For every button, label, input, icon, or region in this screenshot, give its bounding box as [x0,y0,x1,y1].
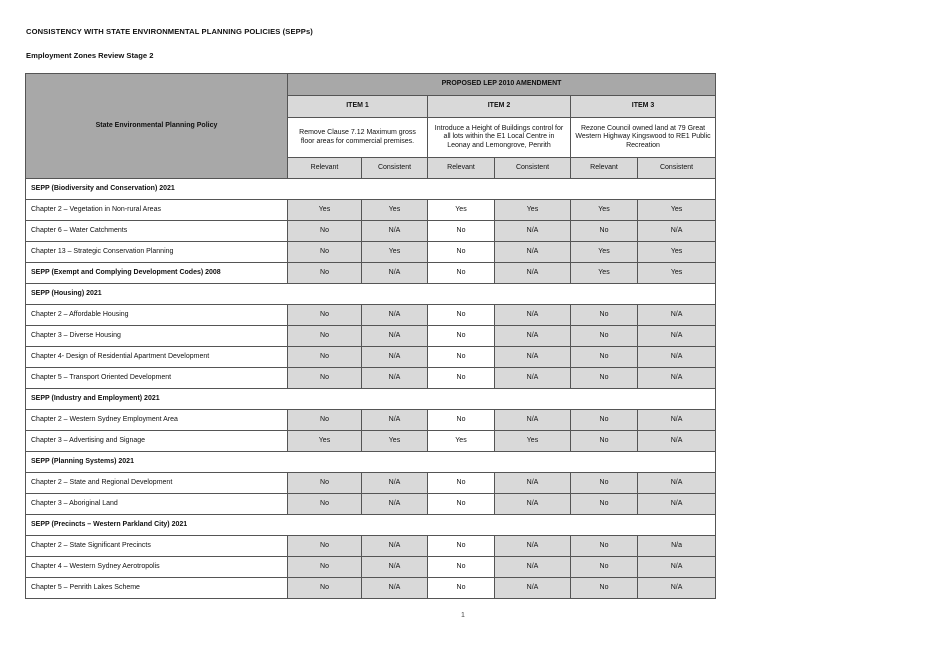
item-2-consistent-cell: N/A [495,410,571,431]
item-1-consistent-cell: Yes [362,200,428,221]
policy-group-row [26,263,716,284]
item-2-consistent-cell: N/A [495,557,571,578]
item-3-consistent-cell: N/A [638,578,716,599]
document-title: CONSISTENCY WITH STATE ENVIRONMENTAL PLANNING POLICIES (SEPPs) [26,27,313,36]
table-row [26,494,716,515]
item-1-relevant-cell: Yes [288,431,362,452]
table-row [26,578,716,599]
chapter-label: Chapter 3 – Advertising and Signage [26,431,288,452]
item-3-relevant-cell: Yes [571,242,638,263]
policy-group-row [26,452,716,473]
item-1-relevant-cell: No [288,557,362,578]
item-1-consistent-cell: N/A [362,536,428,557]
item-2-consistent-cell: N/A [495,368,571,389]
item-3-consistent-cell: N/A [638,305,716,326]
item-1-header: ITEM 1 [288,96,428,118]
policy-group-label: SEPP (Planning Systems) 2021 [26,452,716,473]
table-row [26,557,716,578]
item-2-relevant-cell: No [428,263,495,284]
item-1-relevant-cell: No [288,242,362,263]
item-2-header: ITEM 2 [428,96,571,118]
item-3-consistent-cell: N/A [638,347,716,368]
table-row [26,326,716,347]
item-2-consistent-cell: N/A [495,578,571,599]
item-2-consistent-cell: N/A [495,473,571,494]
table-row [26,200,716,221]
item-2-consistent-cell: Yes [495,431,571,452]
table-row [26,410,716,431]
item-2-relevant-cell: No [428,347,495,368]
chapter-label: Chapter 5 – Penrith Lakes Scheme [26,578,288,599]
item-3-relevant-cell: No [571,347,638,368]
item-2-relevant-cell: Yes [428,200,495,221]
item-1-relevant-cell: No [288,368,362,389]
item-2-consistent-cell: N/A [495,221,571,242]
item-1-consistent-cell: Yes [362,431,428,452]
item-2-relevant-cell: No [428,494,495,515]
item-1-relevant-cell: No [288,578,362,599]
policy-group-label: SEPP (Precincts – Western Parkland City) 2021 [26,515,716,536]
item-3-consistent-cell: N/A [638,368,716,389]
item-1-consistent-cell: N/A [362,578,428,599]
item-3-consistent-cell: N/A [638,410,716,431]
item-3-header: ITEM 3 [571,96,716,118]
item-1-relevant-cell: No [288,494,362,515]
policy-group-row [26,179,716,200]
item-3-relevant-cell: Yes [571,263,638,284]
chapter-label: Chapter 2 – State Significant Precincts [26,536,288,557]
item-3-relevant-cell: No [571,557,638,578]
item-3-relevant-cell: No [571,578,638,599]
item-1-description: Remove Clause 7.12 Maximum gross floor areas for commercial premises. [288,118,428,158]
item-1-consistent-cell: N/A [362,494,428,515]
policy-group-row [26,389,716,410]
item-2-relevant-cell: No [428,557,495,578]
item-1-consistent-cell: N/A [362,326,428,347]
item-3-consistent-cell: N/A [638,494,716,515]
item-1-relevant-cell: No [288,347,362,368]
item-3-consistent-cell: Yes [638,263,716,284]
item-2-consistent-cell: N/A [495,347,571,368]
item-1-consistent-cell: N/A [362,305,428,326]
item-1-consistent-cell: N/A [362,473,428,494]
item-2-relevant-cell: No [428,326,495,347]
item-3-relevant-cell: No [571,536,638,557]
item-2-relevant-cell: No [428,473,495,494]
table-row [26,242,716,263]
chapter-label: Chapter 4- Design of Residential Apartment Development [26,347,288,368]
item-1-consistent-cell: N/A [362,221,428,242]
chapter-label: Chapter 13 – Strategic Conservation Planning [26,242,288,263]
item-2-consistent-cell: N/A [495,536,571,557]
item-1-consistent-cell: N/A [362,410,428,431]
table-row [26,536,716,557]
item-3-consistent-header: Consistent [638,158,716,179]
item-1-relevant-header: Relevant [288,158,362,179]
item-1-relevant-cell: No [288,536,362,557]
table-row [26,431,716,452]
chapter-label: Chapter 5 – Transport Oriented Development [26,368,288,389]
item-1-relevant-cell: No [288,410,362,431]
item-1-consistent-cell: N/A [362,368,428,389]
item-3-relevant-cell: No [571,305,638,326]
item-3-consistent-cell: N/A [638,326,716,347]
item-2-consistent-cell: N/A [495,305,571,326]
item-3-consistent-cell: Yes [638,242,716,263]
page-number: 1 [461,612,465,619]
table-row [26,221,716,242]
item-3-consistent-cell: N/A [638,557,716,578]
item-2-consistent-cell: N/A [495,263,571,284]
policy-group-row [26,284,716,305]
item-3-relevant-header: Relevant [571,158,638,179]
item-2-relevant-cell: No [428,410,495,431]
item-2-consistent-cell: N/A [495,242,571,263]
policy-group-label: SEPP (Exempt and Complying Development Codes) 2008 [26,263,288,284]
item-3-description: Rezone Council owned land at 79 Great Western Highway Kingswood to RE1 Public Recreation [571,118,716,158]
proposed-amendment-header: PROPOSED LEP 2010 AMENDMENT [288,74,716,96]
item-3-relevant-cell: No [571,473,638,494]
chapter-label: Chapter 2 – Western Sydney Employment Area [26,410,288,431]
item-1-consistent-header: Consistent [362,158,428,179]
item-1-consistent-cell: N/A [362,557,428,578]
item-1-consistent-cell: N/A [362,347,428,368]
chapter-label: Chapter 2 – State and Regional Development [26,473,288,494]
item-1-relevant-cell: No [288,473,362,494]
item-3-consistent-cell: N/a [638,536,716,557]
item-2-relevant-cell: No [428,305,495,326]
item-3-relevant-cell: No [571,368,638,389]
policy-group-label: SEPP (Biodiversity and Conservation) 2021 [26,179,716,200]
item-2-consistent-header: Consistent [495,158,571,179]
item-3-relevant-cell: No [571,221,638,242]
item-2-consistent-cell: N/A [495,494,571,515]
item-3-relevant-cell: No [571,431,638,452]
item-1-relevant-cell: No [288,221,362,242]
item-2-relevant-header: Relevant [428,158,495,179]
item-2-relevant-cell: No [428,536,495,557]
item-2-description: Introduce a Height of Buildings control for all lots within the E1 Local Centre in Leonay and Lemongrove, Penrith [428,118,571,158]
table-body [26,179,716,599]
chapter-label: Chapter 6 – Water Catchments [26,221,288,242]
item-1-relevant-cell: No [288,263,362,284]
item-3-consistent-cell: N/A [638,221,716,242]
item-2-relevant-cell: No [428,368,495,389]
item-1-relevant-cell: No [288,326,362,347]
item-3-consistent-cell: N/A [638,431,716,452]
policy-group-label: SEPP (Industry and Employment) 2021 [26,389,716,410]
item-3-relevant-cell: No [571,326,638,347]
chapter-label: Chapter 3 – Diverse Housing [26,326,288,347]
item-2-relevant-cell: No [428,221,495,242]
item-3-consistent-cell: Yes [638,200,716,221]
policy-group-label: SEPP (Housing) 2021 [26,284,716,305]
item-3-relevant-cell: No [571,494,638,515]
table-row [26,347,716,368]
table-row [26,305,716,326]
chapter-label: Chapter 2 – Affordable Housing [26,305,288,326]
item-2-consistent-cell: Yes [495,200,571,221]
document-subtitle: Employment Zones Review Stage 2 [26,51,154,60]
chapter-label: Chapter 2 – Vegetation in Non-rural Areas [26,200,288,221]
chapter-label: Chapter 4 – Western Sydney Aerotropolis [26,557,288,578]
table-row [26,473,716,494]
item-2-consistent-cell: N/A [495,326,571,347]
policy-column-header: State Environmental Planning Policy [26,74,288,179]
table-row [26,368,716,389]
item-2-relevant-cell: No [428,242,495,263]
policy-group-row [26,515,716,536]
item-2-relevant-cell: No [428,578,495,599]
chapter-label: Chapter 3 – Aboriginal Land [26,494,288,515]
item-1-relevant-cell: Yes [288,200,362,221]
item-3-relevant-cell: Yes [571,200,638,221]
item-1-consistent-cell: N/A [362,263,428,284]
item-1-consistent-cell: Yes [362,242,428,263]
item-3-consistent-cell: N/A [638,473,716,494]
sepp-consistency-table [25,73,716,599]
item-2-relevant-cell: Yes [428,431,495,452]
item-1-relevant-cell: No [288,305,362,326]
item-3-relevant-cell: No [571,410,638,431]
